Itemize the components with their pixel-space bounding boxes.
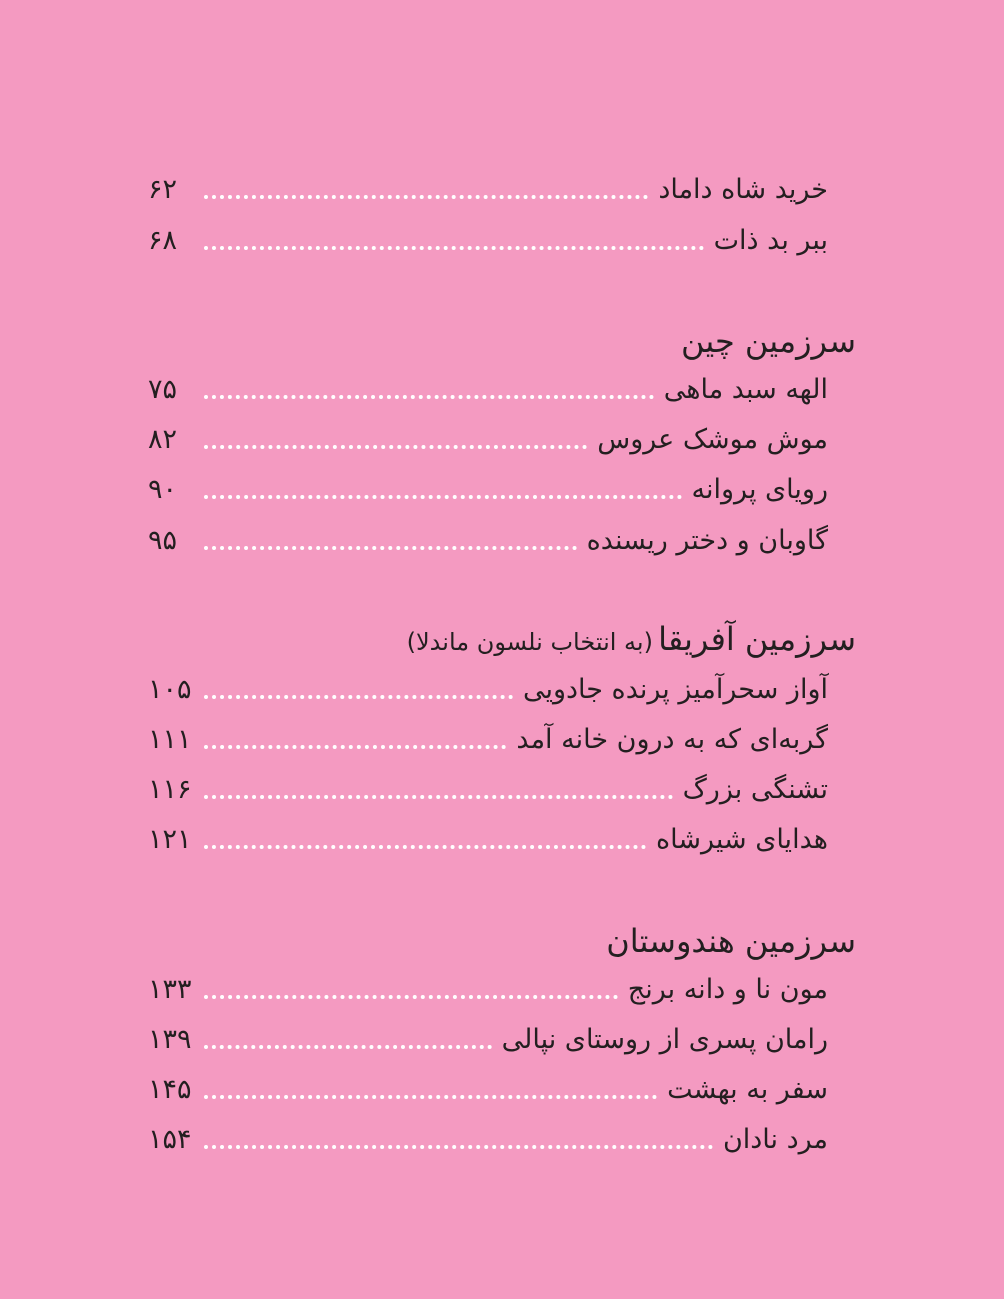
toc-entry[interactable] xyxy=(148,770,828,810)
page-number: ۷۵ xyxy=(148,374,178,405)
toc-entry[interactable] xyxy=(148,970,828,1010)
dot-leader xyxy=(204,970,618,1010)
page-number: ۱۵۴ xyxy=(148,1124,192,1155)
toc-entry[interactable] xyxy=(148,221,828,261)
dot-leader xyxy=(204,1120,713,1160)
entry-title: سفر به بهشت xyxy=(667,1074,828,1105)
entry-title: تشنگی بزرگ xyxy=(682,774,828,805)
page-number: ۱۰۵ xyxy=(148,674,192,705)
entry-title: گربه‌ای که به درون خانه آمد xyxy=(516,724,828,755)
entry-title: موش موشک عروس xyxy=(597,424,828,455)
entry-title: آواز سحرآمیز پرنده جادویی xyxy=(522,674,828,705)
toc-entry[interactable] xyxy=(148,1120,828,1160)
toc-entry[interactable] xyxy=(148,820,828,860)
dot-leader xyxy=(204,420,587,460)
toc-entry[interactable] xyxy=(148,720,828,760)
page-number: ۹۰ xyxy=(148,474,178,505)
section-heading-note: (به انتخاب نلسون ماندلا) xyxy=(406,628,653,656)
entry-title: گاوبان و دختر ریسنده xyxy=(586,525,828,556)
dot-leader xyxy=(204,1070,657,1110)
dot-leader xyxy=(204,170,648,210)
entry-title: هدایای شیرشاه xyxy=(655,824,828,855)
dot-leader xyxy=(204,720,506,760)
section-heading xyxy=(606,918,856,964)
toc-entry[interactable] xyxy=(148,420,828,460)
entry-title: ببر بد ذات xyxy=(713,225,828,256)
dot-leader xyxy=(204,820,646,860)
page-number: ۱۱۱ xyxy=(148,724,192,755)
toc-entry[interactable] xyxy=(148,470,828,510)
dot-leader xyxy=(204,770,673,810)
page-number: ۱۳۳ xyxy=(148,974,192,1005)
dot-leader xyxy=(204,1020,492,1060)
toc-entry[interactable] xyxy=(148,670,828,710)
page-number: ۱۲۱ xyxy=(148,824,192,855)
page-number: ۶۸ xyxy=(148,225,178,256)
entry-title: مرد نادان xyxy=(722,1124,828,1155)
section-heading xyxy=(407,616,856,662)
toc-entry[interactable] xyxy=(148,521,828,561)
section-heading xyxy=(681,318,856,364)
section-heading-title: سرزمین چین xyxy=(680,322,856,360)
dot-leader xyxy=(204,221,704,261)
dot-leader xyxy=(204,670,513,710)
entry-title: رویای پروانه xyxy=(691,474,828,505)
section-heading-title: سرزمین هندوستان xyxy=(606,922,856,960)
page-number: ۱۳۹ xyxy=(148,1024,192,1055)
entry-title: خرید شاه داماد xyxy=(658,174,828,205)
page-number: ۱۴۵ xyxy=(148,1074,192,1105)
page-number: ۸۲ xyxy=(148,424,178,455)
entry-title: رامان پسری از روستای نپالی xyxy=(501,1024,828,1055)
entry-title: الهه سبد ماهی xyxy=(663,374,828,405)
toc-entry[interactable] xyxy=(148,170,828,210)
dot-leader xyxy=(204,370,654,410)
toc-entry[interactable] xyxy=(148,1020,828,1060)
dot-leader xyxy=(204,521,577,561)
entry-title: مون نا و دانه برنج xyxy=(627,974,828,1005)
toc-entry[interactable] xyxy=(148,1070,828,1110)
page-number: ۶۲ xyxy=(148,174,178,205)
page-number: ۹۵ xyxy=(148,525,178,556)
dot-leader xyxy=(204,470,682,510)
toc-entry[interactable] xyxy=(148,370,828,410)
page-number: ۱۱۶ xyxy=(148,774,192,805)
section-heading-title: سرزمین آفریقا xyxy=(658,620,856,658)
